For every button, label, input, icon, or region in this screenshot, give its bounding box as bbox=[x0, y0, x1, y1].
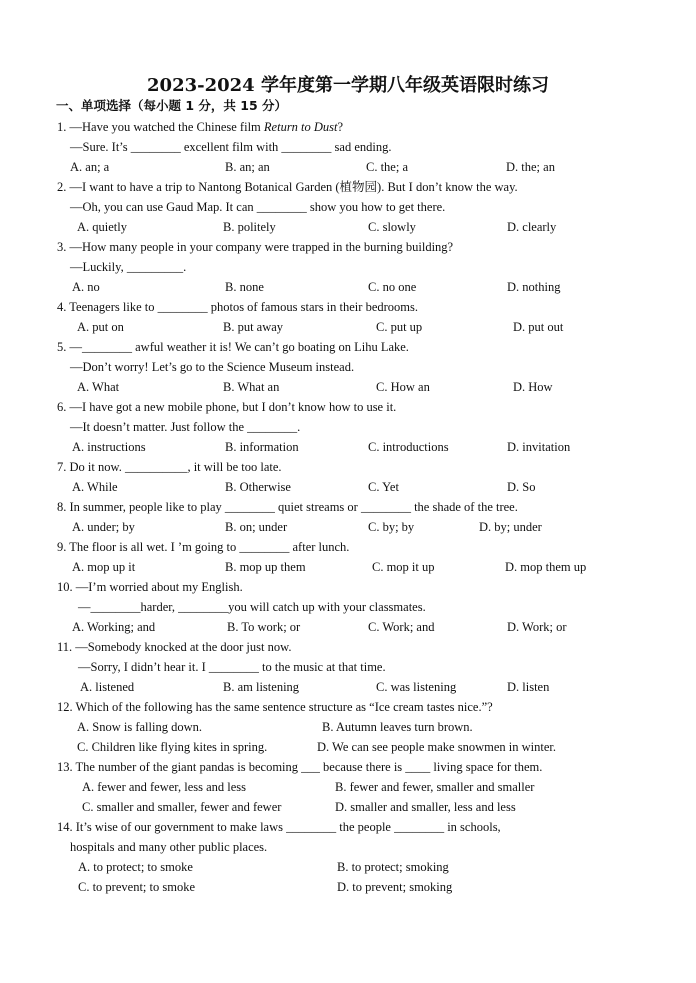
option-4d: D. put out bbox=[513, 320, 564, 334]
option-7a: A. While bbox=[72, 480, 118, 494]
question-2-reply: —Oh, you can use Gaud Map. It can ________ show you how to get there. bbox=[70, 200, 446, 214]
question-10-reply: —________harder, ________you will catch up with your classmates. bbox=[78, 600, 426, 614]
option-2b: B. politely bbox=[223, 220, 276, 234]
option-6b: B. information bbox=[225, 440, 299, 454]
option-10c: C. Work; and bbox=[368, 620, 435, 634]
section-heading: 一、单项选择（每小题 1 分，共 15 分） bbox=[56, 98, 288, 113]
option-4c: C. put up bbox=[376, 320, 423, 334]
option-8c: C. by; by bbox=[368, 520, 415, 534]
option-1b: B. an; an bbox=[225, 160, 270, 174]
option-3a: A. no bbox=[72, 280, 100, 294]
option-1d: D. the; an bbox=[506, 160, 555, 174]
option-1a: A. an; a bbox=[70, 160, 110, 174]
option-4a: A. put on bbox=[77, 320, 124, 334]
option-11c: C. was listening bbox=[376, 680, 457, 694]
option-7b: B. Otherwise bbox=[225, 480, 291, 494]
option-3c: C. no one bbox=[368, 280, 417, 294]
option-6a: A. instructions bbox=[72, 440, 146, 454]
option-3b: B. none bbox=[225, 280, 264, 294]
question-6-stem: 6. —I have got a new mobile phone, but I don’t know how to use it. bbox=[57, 400, 397, 414]
question-2-stem: 2. —I want to have a trip to Nantong Botanical Garden (植物园). But I don’t know the way. bbox=[57, 180, 518, 194]
option-13d: D. smaller and smaller, less and less bbox=[335, 800, 516, 814]
question-1-reply: —Sure. It’s ________ excellent film with ________ sad ending. bbox=[70, 140, 392, 154]
option-10a: A. Working; and bbox=[72, 620, 156, 634]
option-7d: D. So bbox=[507, 480, 536, 494]
question-8-stem: 8. In summer, people like to play ________ quiet streams or ________ the shade of the tree. bbox=[57, 500, 518, 514]
option-9c: C. mop it up bbox=[372, 560, 435, 574]
option-1c: C. the; a bbox=[366, 160, 409, 174]
question-3-stem: 3. —How many people in your company were trapped in the burning building? bbox=[57, 240, 454, 254]
question-4-stem: 4. Teenagers like to ________ photos of famous stars in their bedrooms. bbox=[57, 300, 418, 314]
option-10b: B. To work; or bbox=[227, 620, 301, 634]
question-11-reply: —Sorry, I didn’t hear it. I ________ to the music at that time. bbox=[78, 660, 386, 674]
question-14-continuation: hospitals and many other public places. bbox=[70, 840, 268, 854]
option-9d: D. mop them up bbox=[505, 560, 587, 574]
option-12b: B. Autumn leaves turn brown. bbox=[322, 720, 473, 734]
question-14-stem: 14. It’s wise of our government to make laws ________ the people ________ in schools, bbox=[57, 820, 501, 834]
option-9b: B. mop up them bbox=[225, 560, 306, 574]
option-8b: B. on; under bbox=[225, 520, 288, 534]
option-5d: D. How bbox=[513, 380, 553, 394]
option-3d: D. nothing bbox=[507, 280, 561, 294]
question-13-stem: 13. The number of the giant pandas is becoming ___ because there is ____ living space for them. bbox=[57, 760, 543, 774]
question-5-reply: —Don’t worry! Let’s go to the Science Museum instead. bbox=[70, 360, 355, 374]
option-2a: A. quietly bbox=[77, 220, 127, 234]
option-8d: D. by; under bbox=[479, 520, 542, 534]
option-13a: A. fewer and fewer, less and less bbox=[82, 780, 247, 794]
option-10d: D. Work; or bbox=[507, 620, 567, 634]
option-5a: A. What bbox=[77, 380, 120, 394]
option-11a: A. listened bbox=[80, 680, 135, 694]
question-1-stem: 1. —Have you watched the Chinese film Return to Dust? bbox=[57, 120, 344, 134]
option-13c: C. smaller and smaller, fewer and fewer bbox=[82, 800, 282, 814]
question-3-reply: —Luckily, _________. bbox=[70, 260, 187, 274]
option-7c: C. Yet bbox=[368, 480, 399, 494]
option-9a: A. mop up it bbox=[72, 560, 136, 574]
option-11b: B. am listening bbox=[223, 680, 300, 694]
option-5c: C. How an bbox=[376, 380, 430, 394]
option-12c: C. Children like flying kites in spring. bbox=[77, 740, 268, 754]
option-14c: C. to prevent; to smoke bbox=[78, 880, 195, 894]
option-2d: D. clearly bbox=[507, 220, 557, 234]
question-6-reply: —It doesn’t matter. Just follow the ________. bbox=[70, 420, 301, 434]
option-14b: B. to protect; smoking bbox=[337, 860, 449, 874]
option-12d: D. We can see people make snowmen in winter. bbox=[317, 740, 556, 754]
option-11d: D. listen bbox=[507, 680, 550, 694]
question-11-stem: 11. —Somebody knocked at the door just now. bbox=[57, 640, 292, 654]
question-12-stem: 12. Which of the following has the same sentence structure as “Ice cream tastes nice.”? bbox=[57, 700, 493, 714]
question-7-stem: 7. Do it now. __________, it will be too late. bbox=[57, 460, 282, 474]
option-14a: A. to protect; to smoke bbox=[78, 860, 193, 874]
option-13b: B. fewer and fewer, smaller and smaller bbox=[335, 780, 535, 794]
option-6d: D. invitation bbox=[507, 440, 571, 454]
question-9-stem: 9. The floor is all wet. I ’m going to ________ after lunch. bbox=[57, 540, 350, 554]
question-5-stem: 5. —________ awful weather it is! We can’t go boating on Lihu Lake. bbox=[57, 340, 409, 354]
question-10-stem: 10. —I’m worried about my English. bbox=[57, 580, 243, 594]
option-6c: C. introductions bbox=[368, 440, 449, 454]
option-8a: A. under; by bbox=[72, 520, 135, 534]
option-12a: A. Snow is falling down. bbox=[77, 720, 202, 734]
option-2c: C. slowly bbox=[368, 220, 416, 234]
exam-title: 2023-2024 学年度第一学期八年级英语限时练习 bbox=[147, 75, 549, 96]
option-4b: B. put away bbox=[223, 320, 284, 334]
option-14d: D. to prevent; smoking bbox=[337, 880, 453, 894]
option-5b: B. What an bbox=[223, 380, 280, 394]
